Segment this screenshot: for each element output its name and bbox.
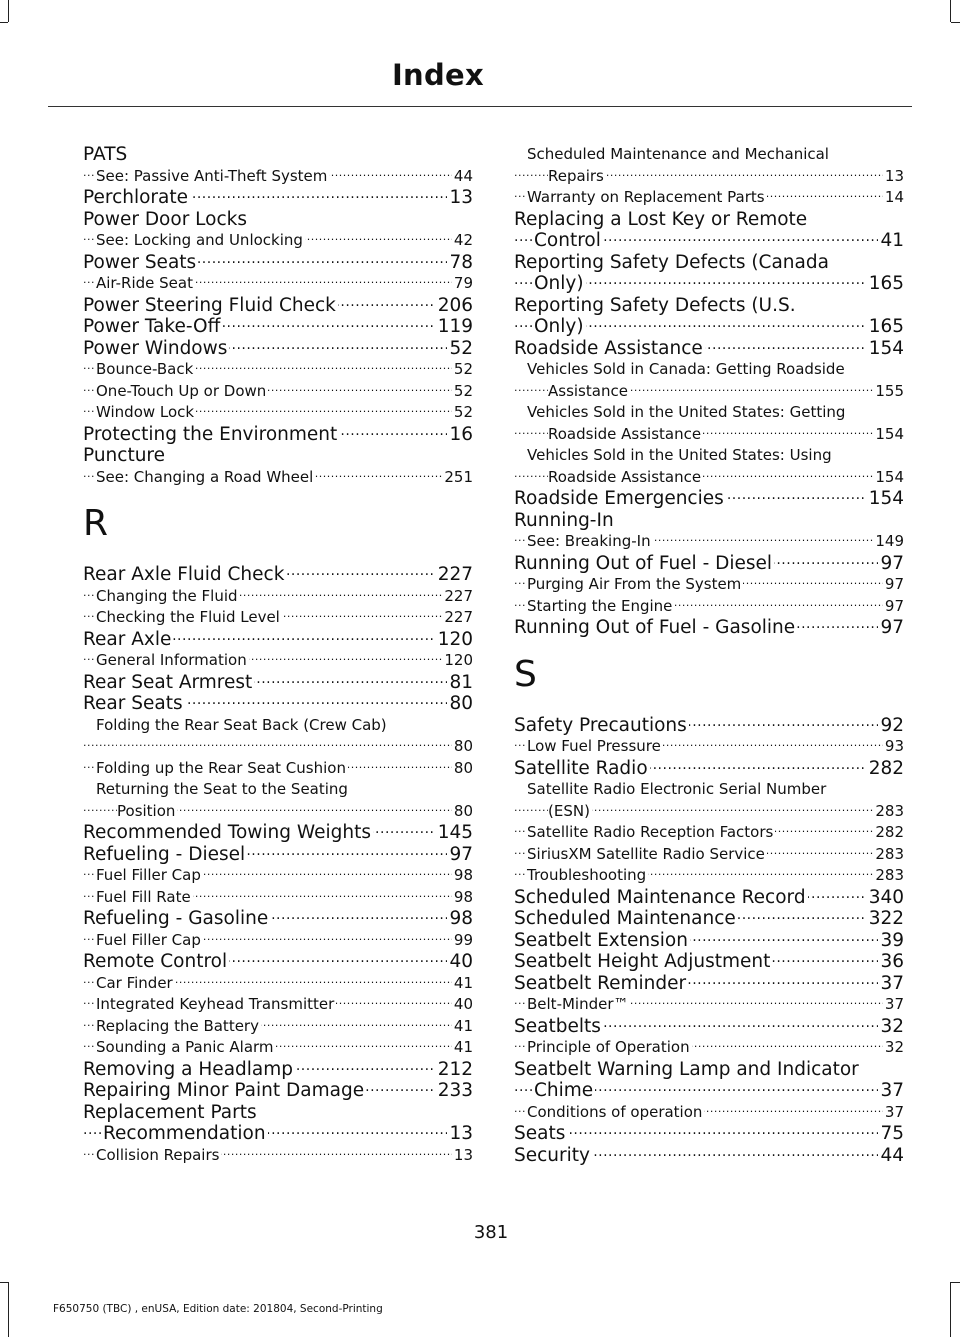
entry-page-number: 93 bbox=[883, 736, 904, 758]
index-subentry[interactable] bbox=[83, 973, 473, 995]
entry-text: Power Take-Off bbox=[83, 316, 221, 337]
crop-mark bbox=[950, 1282, 951, 1337]
index-subentry[interactable] bbox=[83, 1016, 473, 1038]
entry-text: Power Steering Fluid Check bbox=[83, 294, 336, 316]
entry-text: Seats bbox=[514, 1123, 566, 1144]
entry-text: Principle of Operation bbox=[527, 1038, 690, 1056]
index-subentry bbox=[83, 715, 473, 737]
entry-text: See: Changing a Road Wheel bbox=[96, 467, 314, 486]
index-subentry[interactable] bbox=[83, 166, 473, 188]
entry-page-number: 227 bbox=[442, 607, 473, 629]
entry-page-number: 75 bbox=[880, 1123, 904, 1144]
entry-text: Power Door Locks bbox=[83, 208, 248, 230]
entry-page-number: 13 bbox=[452, 1145, 473, 1167]
entry-page-number: 145 bbox=[437, 822, 473, 843]
entry-text: Control bbox=[534, 230, 601, 251]
entry-page-number: 41 bbox=[880, 230, 904, 251]
index-entry[interactable] bbox=[83, 564, 473, 586]
index-subentry bbox=[514, 144, 904, 166]
entry-page-number: 39 bbox=[880, 929, 904, 951]
index-subentry[interactable] bbox=[83, 467, 473, 489]
entry-page-number: 119 bbox=[437, 316, 473, 337]
entry-text: Seatbelt Height Adjustment bbox=[514, 951, 771, 972]
footer-edition: F650750 (TBC) , enUSA, Edition date: 201804, Second-Printing bbox=[53, 1303, 383, 1315]
index-subentry[interactable] bbox=[514, 1102, 904, 1124]
index-entry[interactable] bbox=[83, 1059, 473, 1081]
index-subentry[interactable] bbox=[83, 736, 473, 758]
section-letter: S bbox=[514, 653, 537, 695]
index-subentry[interactable] bbox=[514, 994, 904, 1016]
index-entry[interactable] bbox=[514, 973, 904, 995]
entry-text: Running Out of Fuel - Gasoline bbox=[514, 617, 796, 638]
entry-text: Checking the Fluid Level bbox=[96, 608, 280, 626]
entry-page-number: 154 bbox=[868, 337, 904, 359]
entry-page-number: 251 bbox=[442, 467, 473, 489]
entry-page-number: 97 bbox=[880, 552, 904, 574]
entry-page-number: 36 bbox=[880, 951, 904, 972]
index-entry[interactable] bbox=[83, 951, 473, 973]
entry-page-number: 98 bbox=[452, 887, 473, 909]
index-entry[interactable] bbox=[514, 1123, 904, 1145]
entry-page-number: 52 bbox=[452, 359, 473, 381]
index-entry[interactable] bbox=[83, 338, 473, 360]
entry-page-number: 149 bbox=[873, 531, 904, 553]
entry-text: Vehicles Sold in the United States: Using bbox=[527, 446, 832, 464]
entry-text: Recommendation bbox=[103, 1123, 266, 1144]
entry-text: Integrated Keyhead Transmitter bbox=[96, 995, 335, 1013]
index-entry[interactable] bbox=[83, 316, 473, 338]
entry-text: Folding the Rear Seat Back (Crew Cab) bbox=[96, 715, 387, 734]
index-entry bbox=[514, 1059, 904, 1081]
index-entry bbox=[83, 445, 473, 467]
entry-page-number: 14 bbox=[883, 187, 904, 209]
entry-text: Reporting Safety Defects (U.S. bbox=[514, 294, 796, 316]
entry-page-number: 98 bbox=[449, 908, 473, 929]
entry-text: Only) bbox=[534, 273, 584, 294]
entry-text: Window Lock bbox=[96, 403, 195, 421]
index-subentry bbox=[514, 779, 904, 801]
index-entry[interactable] bbox=[83, 1080, 473, 1102]
index-subentry[interactable] bbox=[514, 424, 904, 446]
entry-page-number: 283 bbox=[873, 801, 904, 823]
entry-page-number: 283 bbox=[873, 844, 904, 866]
index-subentry[interactable] bbox=[83, 1145, 473, 1167]
entry-page-number: 120 bbox=[442, 650, 473, 672]
entry-text: Seatbelt Warning Lamp and Indicator bbox=[514, 1058, 859, 1080]
entry-text: Roadside Assistance bbox=[548, 424, 702, 443]
entry-page-number: 79 bbox=[452, 273, 473, 295]
entry-text: Perchlorate bbox=[83, 187, 189, 208]
entry-text: Changing the Fluid bbox=[96, 586, 238, 605]
entry-page-number: 78 bbox=[449, 251, 473, 273]
entry-page-number: 13 bbox=[449, 1123, 473, 1144]
entry-text: Seatbelts bbox=[514, 1015, 601, 1037]
entry-text: Rear Seat Armrest bbox=[83, 671, 253, 693]
index-subentry[interactable] bbox=[83, 607, 473, 629]
entry-text: Satellite Radio bbox=[514, 757, 648, 779]
index-subentry[interactable] bbox=[514, 187, 904, 209]
index-entry[interactable] bbox=[83, 822, 473, 844]
crop-mark bbox=[951, 1282, 960, 1283]
section-letter: R bbox=[83, 503, 109, 544]
entry-text: Replacement Parts bbox=[83, 1101, 257, 1123]
entry-page-number: 227 bbox=[437, 564, 473, 585]
index-subentry[interactable] bbox=[83, 273, 473, 295]
entry-text: See: Passive Anti-Theft System bbox=[96, 166, 328, 185]
index-subentry[interactable] bbox=[514, 865, 904, 887]
index-entry bbox=[514, 295, 904, 317]
index-subentry[interactable] bbox=[83, 930, 473, 952]
page-title: Index bbox=[391, 58, 485, 92]
index-entry[interactable] bbox=[514, 1016, 904, 1038]
entry-page-number: 227 bbox=[442, 586, 473, 608]
entry-text: Bounce-Back bbox=[96, 360, 194, 378]
entry-text: Roadside Assistance bbox=[548, 467, 702, 486]
index-entry[interactable] bbox=[514, 951, 904, 973]
index-entry[interactable] bbox=[83, 295, 473, 317]
entry-page-number: 52 bbox=[452, 381, 473, 403]
index-entry[interactable] bbox=[514, 617, 904, 639]
index-subentry[interactable] bbox=[514, 381, 904, 403]
entry-text: Power Seats bbox=[83, 251, 197, 273]
entry-text: Chime bbox=[534, 1080, 594, 1101]
entry-page-number: 92 bbox=[880, 714, 904, 736]
entry-text: Replacing a Lost Key or Remote bbox=[514, 208, 808, 230]
index-column-right bbox=[514, 144, 904, 1166]
entry-text: Fuel Fill Rate bbox=[96, 887, 191, 906]
entry-text: Seatbelt Reminder bbox=[514, 972, 687, 994]
entry-text: Position bbox=[117, 801, 176, 820]
entry-text: Air-Ride Seat bbox=[96, 274, 193, 292]
entry-text: Refueling - Gasoline bbox=[83, 908, 269, 929]
index-entry[interactable] bbox=[83, 629, 473, 651]
entry-text: Fuel Filler Cap bbox=[96, 930, 201, 949]
index-entry[interactable] bbox=[514, 1145, 904, 1167]
entry-page-number: 16 bbox=[449, 423, 473, 445]
entry-text: Running-In bbox=[514, 509, 614, 531]
entry-page-number: 41 bbox=[452, 1016, 473, 1038]
entry-page-number: 165 bbox=[868, 273, 904, 294]
entry-page-number: 37 bbox=[880, 972, 904, 994]
entry-text: Rear Axle bbox=[83, 628, 172, 650]
index-subentry[interactable] bbox=[83, 994, 473, 1016]
entry-text: Assistance bbox=[548, 381, 628, 400]
entry-text: Security bbox=[514, 1144, 590, 1166]
entry-page-number: 340 bbox=[868, 886, 904, 908]
index-entry bbox=[83, 144, 473, 166]
entry-text: Car Finder bbox=[96, 973, 173, 992]
entry-page-number: 13 bbox=[449, 187, 473, 208]
index-subentry[interactable] bbox=[514, 574, 904, 596]
entry-text: Belt-Minder™ bbox=[527, 995, 629, 1013]
index-entry[interactable] bbox=[514, 1080, 904, 1102]
index-subentry[interactable] bbox=[83, 887, 473, 909]
index-entry[interactable] bbox=[83, 1123, 473, 1145]
entry-page-number: 97 bbox=[449, 843, 473, 865]
index-entry[interactable] bbox=[514, 930, 904, 952]
index-entry[interactable] bbox=[514, 715, 904, 737]
index-subentry[interactable] bbox=[83, 758, 473, 780]
crop-mark bbox=[8, 1282, 9, 1337]
index-entry bbox=[514, 510, 904, 532]
entry-page-number: 283 bbox=[873, 865, 904, 887]
entry-text: Starting the Engine bbox=[527, 596, 673, 615]
index-subentry bbox=[514, 445, 904, 467]
header-divider bbox=[48, 106, 912, 107]
index-entry bbox=[83, 1102, 473, 1124]
entry-page-number: 98 bbox=[452, 865, 473, 887]
index-subentry[interactable] bbox=[514, 1037, 904, 1059]
entry-text: Warranty on Replacement Parts bbox=[527, 188, 765, 206]
entry-page-number: 97 bbox=[880, 617, 904, 638]
index-entry bbox=[514, 209, 904, 231]
index-subentry[interactable] bbox=[83, 650, 473, 672]
entry-text: Only) bbox=[534, 316, 584, 337]
crop-mark bbox=[0, 22, 8, 23]
entry-page-number: 212 bbox=[437, 1058, 473, 1080]
entry-page-number: 165 bbox=[868, 316, 904, 337]
entry-text: Collision Repairs bbox=[96, 1145, 220, 1164]
entry-page-number: 233 bbox=[437, 1080, 473, 1101]
entry-page-number: 42 bbox=[452, 230, 473, 252]
entry-text: Rear Axle Fluid Check bbox=[83, 564, 285, 585]
entry-page-number: 52 bbox=[452, 402, 473, 424]
entry-text: (ESN) bbox=[548, 801, 590, 820]
index-entry[interactable] bbox=[514, 338, 904, 360]
index-subentry[interactable] bbox=[514, 822, 904, 844]
entry-page-number: 322 bbox=[868, 908, 904, 929]
index-entry bbox=[514, 252, 904, 274]
index-entry[interactable] bbox=[514, 758, 904, 780]
entry-text: Reporting Safety Defects (Canada bbox=[514, 251, 829, 273]
entry-text: Running Out of Fuel - Diesel bbox=[514, 552, 773, 574]
entry-text: Vehicles Sold in the United States: Getting bbox=[527, 403, 846, 421]
index-subentry[interactable] bbox=[514, 531, 904, 553]
entry-text: Roadside Assistance bbox=[514, 337, 703, 359]
entry-text: Protecting the Environment bbox=[83, 423, 338, 445]
entry-text: Vehicles Sold in Canada: Getting Roadside bbox=[527, 360, 845, 378]
entry-text: Scheduled Maintenance bbox=[514, 908, 736, 929]
crop-mark bbox=[950, 0, 951, 22]
entry-text: Rear Seats bbox=[83, 693, 183, 714]
entry-page-number: 40 bbox=[452, 994, 473, 1016]
entry-page-number: 40 bbox=[449, 951, 473, 972]
entry-page-number: 282 bbox=[873, 822, 904, 844]
entry-text: See: Breaking-In bbox=[527, 532, 651, 550]
entry-page-number: 32 bbox=[880, 1015, 904, 1037]
entry-page-number: 80 bbox=[452, 801, 473, 823]
entry-page-number: 155 bbox=[873, 381, 904, 403]
index-subentry bbox=[514, 402, 904, 424]
index-subentry[interactable] bbox=[83, 586, 473, 608]
index-entry[interactable] bbox=[83, 693, 473, 715]
index-entry[interactable] bbox=[514, 273, 904, 295]
entry-text: Satellite Radio Electronic Serial Number bbox=[527, 780, 827, 798]
index-column-left bbox=[83, 144, 473, 1166]
crop-mark bbox=[0, 1282, 8, 1283]
index-entry[interactable] bbox=[514, 316, 904, 338]
entry-text: Scheduled Maintenance and Mechanical bbox=[527, 145, 829, 163]
entry-text: PATS bbox=[83, 144, 128, 165]
index-subentry bbox=[83, 779, 473, 801]
entry-text: Scheduled Maintenance Record bbox=[514, 886, 806, 908]
entry-text: Repairs bbox=[548, 166, 604, 185]
index-subentry[interactable] bbox=[83, 1037, 473, 1059]
entry-page-number: 44 bbox=[880, 1144, 904, 1166]
index-entry[interactable] bbox=[83, 908, 473, 930]
entry-text: Roadside Emergencies bbox=[514, 488, 724, 509]
index-subentry[interactable] bbox=[514, 166, 904, 188]
entry-page-number: 81 bbox=[449, 671, 473, 693]
entry-page-number: 37 bbox=[883, 994, 904, 1016]
index-subentry[interactable] bbox=[514, 844, 904, 866]
index-entry[interactable] bbox=[83, 844, 473, 866]
index-entry[interactable] bbox=[83, 252, 473, 274]
index-entry bbox=[83, 209, 473, 231]
entry-page-number: 206 bbox=[437, 294, 473, 316]
entry-text: Refueling - Diesel bbox=[83, 843, 246, 865]
index-entry[interactable] bbox=[83, 424, 473, 446]
entry-page-number: 41 bbox=[452, 973, 473, 995]
entry-page-number: 97 bbox=[883, 596, 904, 618]
entry-text: Repairing Minor Paint Damage bbox=[83, 1080, 365, 1101]
entry-text: Seatbelt Extension bbox=[514, 929, 688, 951]
entry-page-number: 97 bbox=[883, 574, 904, 596]
entry-text: Satellite Radio Reception Factors bbox=[527, 823, 774, 841]
entry-text: Puncture bbox=[83, 445, 166, 466]
entry-text: Low Fuel Pressure bbox=[527, 737, 661, 755]
entry-page-number: 80 bbox=[449, 693, 473, 714]
entry-text: Folding up the Rear Seat Cushion bbox=[96, 758, 346, 777]
page-number: 381 bbox=[473, 1222, 509, 1243]
index-entry[interactable] bbox=[514, 488, 904, 510]
entry-text: Remote Control bbox=[83, 951, 228, 972]
index-entry[interactable] bbox=[514, 887, 904, 909]
entry-page-number: 32 bbox=[883, 1037, 904, 1059]
index-subentry[interactable] bbox=[83, 865, 473, 887]
entry-page-number: 37 bbox=[883, 1102, 904, 1124]
index-entry[interactable] bbox=[514, 908, 904, 930]
entry-text: See: Locking and Unlocking bbox=[96, 231, 303, 249]
entry-text: SiriusXM Satellite Radio Service bbox=[527, 844, 765, 863]
entry-text bbox=[117, 737, 119, 755]
index-subentry[interactable] bbox=[514, 467, 904, 489]
index-subentry[interactable] bbox=[514, 736, 904, 758]
index-subentry[interactable] bbox=[83, 381, 473, 403]
index-subentry[interactable] bbox=[83, 402, 473, 424]
entry-page-number: 13 bbox=[883, 166, 904, 188]
entry-text: Troubleshooting bbox=[527, 866, 647, 884]
entry-text: General Information bbox=[96, 651, 247, 669]
entry-page-number: 41 bbox=[452, 1037, 473, 1059]
index-subentry[interactable] bbox=[83, 230, 473, 252]
entry-page-number: 52 bbox=[449, 337, 473, 359]
index-entry[interactable] bbox=[83, 187, 473, 209]
entry-text: One-Touch Up or Down bbox=[96, 381, 267, 400]
entry-page-number: 154 bbox=[873, 467, 904, 489]
index-entry[interactable] bbox=[514, 553, 904, 575]
entry-text: Recommended Towing Weights bbox=[83, 822, 371, 843]
entry-page-number: 99 bbox=[452, 930, 473, 952]
entry-text: Fuel Filler Cap bbox=[96, 866, 201, 884]
index-subentry[interactable] bbox=[514, 596, 904, 618]
index-entry[interactable] bbox=[514, 230, 904, 252]
index-entry[interactable] bbox=[83, 672, 473, 694]
entry-text: Power Windows bbox=[83, 337, 228, 359]
index-subentry bbox=[514, 359, 904, 381]
entry-page-number: 154 bbox=[873, 424, 904, 446]
crop-mark bbox=[951, 22, 960, 23]
index-subentry[interactable] bbox=[514, 801, 904, 823]
entry-page-number: 80 bbox=[452, 736, 473, 758]
entry-page-number: 80 bbox=[452, 758, 473, 780]
entry-page-number: 282 bbox=[868, 757, 904, 779]
entry-text: Returning the Seat to the Seating bbox=[96, 780, 348, 798]
entry-text: Conditions of operation bbox=[527, 1102, 703, 1121]
index-subentry[interactable] bbox=[83, 801, 473, 823]
entry-page-number: 37 bbox=[880, 1080, 904, 1101]
entry-page-number: 120 bbox=[437, 628, 473, 650]
entry-page-number: 44 bbox=[452, 166, 473, 188]
index-subentry[interactable] bbox=[83, 359, 473, 381]
entry-text: Replacing the Battery bbox=[96, 1016, 259, 1035]
entry-text: Sounding a Panic Alarm bbox=[96, 1038, 274, 1056]
entry-page-number: 154 bbox=[868, 488, 904, 509]
entry-text: Removing a Headlamp bbox=[83, 1058, 294, 1080]
entry-text: Purging Air From the System bbox=[527, 575, 742, 593]
entry-text: Safety Precautions bbox=[514, 714, 687, 736]
crop-mark bbox=[8, 0, 9, 22]
